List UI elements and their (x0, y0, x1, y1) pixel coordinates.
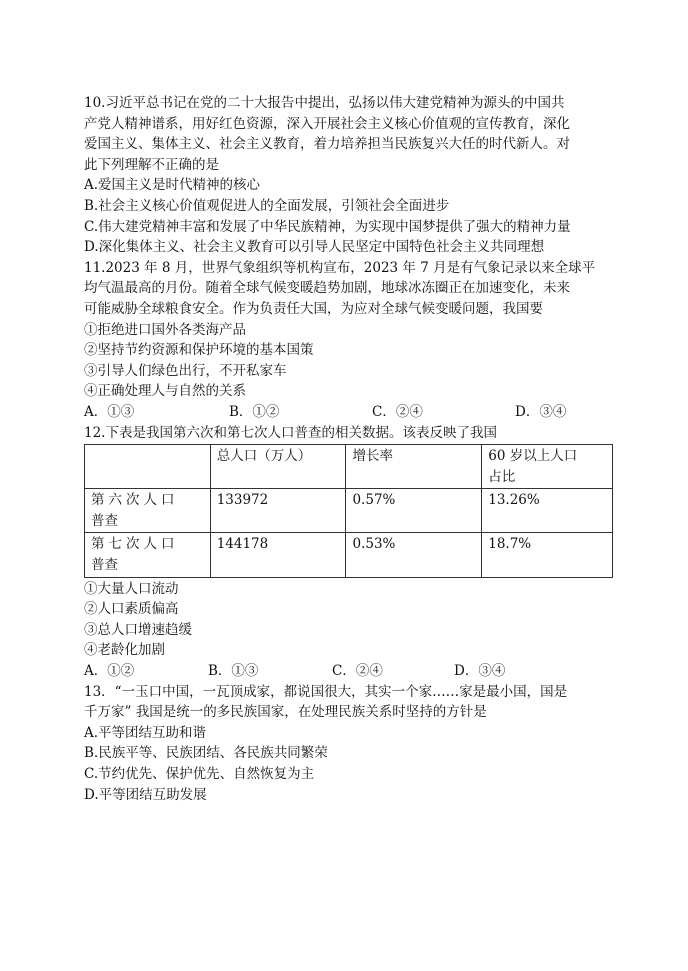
statement-item: ②坚持节约资源和保护环境的基本国策 (84, 342, 314, 359)
statement-item: ①大量人口流动 (84, 580, 179, 597)
table-cell: 144178 (210, 533, 346, 577)
table-cell (85, 533, 211, 577)
question-text-line: 产党人精神谱系，用好红色资源，深入开展社会主义核心价值观的宣传教育，深化 (84, 115, 570, 132)
option-a: A.平等团结互助和谐 (84, 724, 207, 741)
table-cell: 133972 (210, 489, 346, 533)
question-10 (84, 93, 604, 258)
choice-d: D．③④ (454, 663, 506, 680)
option-b: B.社会主义核心价值观促进人的全面发展，引领社会全面进步 (84, 197, 450, 214)
table-cell: 13.26% (482, 489, 613, 533)
census-table (84, 444, 613, 578)
question-text-line: 13．“一玉口中国，一瓦顶成家，都说国很大，其实一个家……家是最小国，国是 (84, 683, 568, 700)
table-header-row (85, 445, 613, 489)
choice-c: C．②④ (372, 403, 423, 420)
header-text-line: 占比 (488, 468, 516, 485)
statement-item: ④老龄化加剧 (84, 642, 165, 659)
question-text-line: 此下列理解不正确的是 (84, 156, 219, 173)
choice-c: C．②④ (332, 663, 383, 680)
question-12 (84, 423, 604, 682)
exam-content (84, 93, 604, 805)
choice-a: A．①② (84, 663, 135, 680)
table-row (85, 489, 613, 533)
choice-b: B．①③ (208, 663, 259, 680)
choice-b: B．①② (229, 403, 280, 420)
option-a: A.爱国主义是时代精神的核心 (84, 177, 261, 194)
table-row (85, 533, 613, 577)
table-header-cell (482, 445, 613, 489)
statement-item: ③总人口增速趋缓 (84, 621, 192, 638)
question-text-line: 爱国主义、集体主义、社会主义教育，着力培养担当民族复兴大任的时代新人。对 (84, 136, 570, 153)
question-text-line: 11.2023 年 8 月，世界气象组织等机构宣布，2023 年 7 月是有气象记录以来全球平 (84, 259, 596, 276)
question-text-line: 12.下表是我国第六次和第七次人口普查的相关数据。该表反映了我国 (84, 424, 497, 441)
statement-item: ④正确处理人与自然的关系 (84, 383, 246, 400)
row-label-line: 第七次人口 (91, 536, 179, 553)
question-text-line: 均气温最高的月份。随着全球气候变暖趋势加剧，地球冰冻圈正在加速变化，未来 (84, 280, 570, 297)
choice-d: D．③④ (515, 403, 567, 420)
table-cell (85, 489, 211, 533)
table-header-cell: 总人口（万人） (210, 445, 346, 489)
statement-item: ③引导人们绿色出行，不开私家车 (84, 362, 287, 379)
table-header-cell: 增长率 (346, 445, 482, 489)
statement-item: ①拒绝进口国外各类海产品 (84, 321, 246, 338)
option-c: C.伟大建党精神丰富和发展了中华民族精神，为实现中国梦提供了强大的精神力量 (84, 218, 571, 235)
question-11 (84, 258, 604, 423)
header-text-line: 60 岁以上人口 (488, 448, 578, 465)
option-d: D.深化集体主义、社会主义教育可以引导人民坚定中国特色社会主义共同理想 (84, 239, 545, 256)
question-text-line: 千万家” 我国是统一的多民族国家，在处理民族关系时坚持的方针是 (84, 704, 487, 721)
question-text-line: 10.习近平总书记在党的二十大报告中提出，弘扬以伟大建党精神为源头的中国共 (84, 95, 565, 111)
table-header-cell (85, 445, 211, 489)
row-label-line: 普查 (91, 557, 118, 574)
statement-item: ②人口素质偏高 (84, 601, 179, 618)
row-label-line: 普查 (91, 512, 118, 529)
question-text-line: 可能威胁全球粮食安全。作为负责任大国，为应对全球气候变暖问题，我国要 (84, 300, 543, 317)
option-c: C.节约优先、保护优先、自然恢复为主 (84, 766, 315, 782)
choice-a: A．①③ (84, 403, 135, 420)
table-cell: 0.53% (346, 533, 482, 577)
row-label-line: 第六次人口 (91, 492, 179, 509)
table-cell: 18.7% (482, 533, 613, 577)
table-cell: 0.57% (346, 489, 482, 533)
answer-choices (84, 661, 604, 682)
answer-choices (84, 402, 604, 423)
option-d: D.平等团结互助发展 (84, 786, 207, 803)
option-b: B.民族平等、民族团结、各民族共同繁荣 (84, 745, 328, 762)
question-13 (84, 682, 604, 806)
